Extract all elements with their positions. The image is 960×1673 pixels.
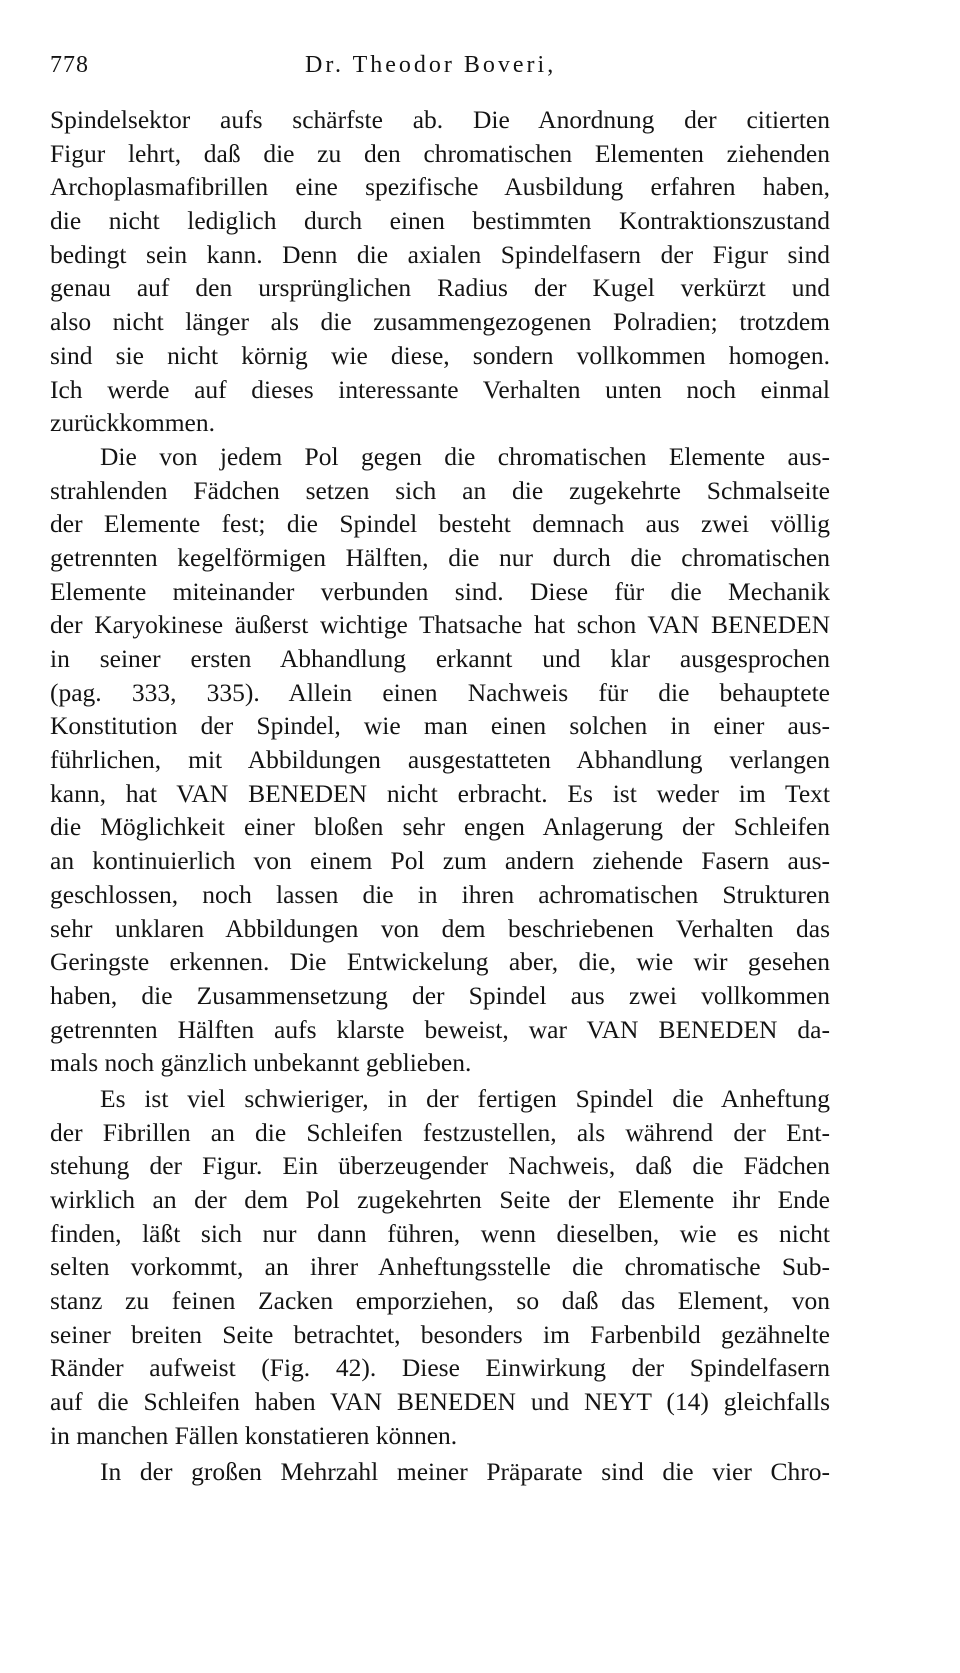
page-header xyxy=(50,52,830,86)
text-line: auf die Schleifen haben VAN BENEDEN und NEYT (14) gleichfalls xyxy=(50,1387,830,1417)
paragraph-first-line: Die von jedem Pol gegen die chromatischen Elemente aus- xyxy=(100,441,830,471)
running-head: Dr. Theodor Boveri, xyxy=(305,52,557,78)
text-line: genau auf den ursprünglichen Radius der Kugel verkürzt und xyxy=(50,273,830,303)
text-line: der Karyokinese äußerst wichtige Thatsache hat schon VAN BENEDEN xyxy=(50,610,830,640)
body-text xyxy=(50,103,830,1488)
paragraph-first-line: Es ist viel schwieriger, in der fertigen Spindel die Anheftung xyxy=(100,1083,830,1113)
paragraph-first-line: In der großen Mehrzahl meiner Präparate sind die vier Chro- xyxy=(100,1456,830,1486)
text-line: strahlenden Fädchen setzen sich an die zugekehrte Schmalseite xyxy=(50,475,830,505)
text-line: Spindelsektor aufs schärfste ab. Die Anordnung der citierten xyxy=(50,105,830,134)
text-line: seiner breiten Seite betrachtet, besonders im Farbenbild gezähnelte xyxy=(50,1319,830,1349)
text-line: (pag. 333, 335). Allein einen Nachweis für die behauptete xyxy=(50,677,830,707)
text-line: Geringste erkennen. Die Entwickelung aber, die, wie wir gesehen xyxy=(50,947,830,977)
text-line: an kontinuierlich von einem Pol zum andern ziehende Fasern aus- xyxy=(50,846,830,876)
text-line: bedingt sein kann. Denn die axialen Spindelfasern der Figur sind xyxy=(50,239,830,269)
text-line: stanz zu feinen Zacken emporziehen, so daß das Element, von xyxy=(50,1286,830,1316)
text-line: Ränder aufweist (Fig. 42). Diese Einwirkung der Spindelfasern xyxy=(50,1353,830,1383)
page-number: 778 xyxy=(50,52,89,78)
text-line: kann, hat VAN BENEDEN nicht erbracht. Es ist weder im Text xyxy=(50,778,830,808)
text-line: in seiner ersten Abhandlung erkannt und klar ausgesprochen xyxy=(50,644,830,673)
text-line: der Fibrillen an die Schleifen festzustellen, als während der Ent- xyxy=(50,1117,830,1147)
text-line: geschlossen, noch lassen die in ihren achromatischen Strukturen xyxy=(50,879,830,909)
text-line: getrennten kegelförmigen Hälften, die nur durch die chromatischen xyxy=(50,542,830,572)
text-line: Konstitution der Spindel, wie man einen solchen in einer aus- xyxy=(50,711,830,741)
text-line: Elemente miteinander verbunden sind. Diese für die Mechanik xyxy=(50,576,830,606)
text-line: wirklich an der dem Pol zugekehrten Seite der Elemente ihr Ende xyxy=(50,1185,830,1214)
text-line: finden, läßt sich nur dann führen, wenn dieselben, wie es nicht xyxy=(50,1218,830,1248)
text-line: in manchen Fällen konstatieren können. xyxy=(50,1420,458,1450)
text-line: Ich werde auf dieses interessante Verhalten unten noch einmal xyxy=(50,374,830,404)
text-line: führlichen, mit Abbildungen ausgestatteten Abhandlung verlangen xyxy=(50,745,830,775)
text-line: die nicht lediglich durch einen bestimmten Kontraktionszustand xyxy=(50,206,830,236)
text-line: mals noch gänzlich unbekannt geblieben. xyxy=(50,1048,472,1078)
text-line: Figur lehrt, daß die zu den chromatischen Elementen ziehenden xyxy=(50,138,830,168)
text-line: selten vorkommt, an ihrer Anheftungsstelle die chromatische Sub- xyxy=(50,1252,830,1282)
text-line: die Möglichkeit einer bloßen sehr engen Anlagerung der Schleifen xyxy=(50,812,830,842)
text-line: der Elemente fest; die Spindel besteht demnach aus zwei völlig xyxy=(50,509,830,539)
text-line: stehung der Figur. Ein überzeugender Nachweis, daß die Fädchen xyxy=(50,1151,830,1181)
text-line: sind sie nicht körnig wie diese, sondern vollkommen homogen. xyxy=(50,340,830,370)
text-line: also nicht länger als die zusammengezogenen Polradien; trotzdem xyxy=(50,307,830,337)
text-line: getrennten Hälften aufs klarste beweist, war VAN BENEDEN da- xyxy=(50,1014,830,1044)
text-line: Archoplasmafibrillen eine spezifische Ausbildung erfahren haben, xyxy=(50,172,830,202)
text-line: zurückkommen. xyxy=(50,408,215,438)
text-line: sehr unklaren Abbildungen von dem beschriebenen Verhalten das xyxy=(50,913,830,943)
text-line: haben, die Zusammensetzung der Spindel aus zwei vollkommen xyxy=(50,980,830,1010)
